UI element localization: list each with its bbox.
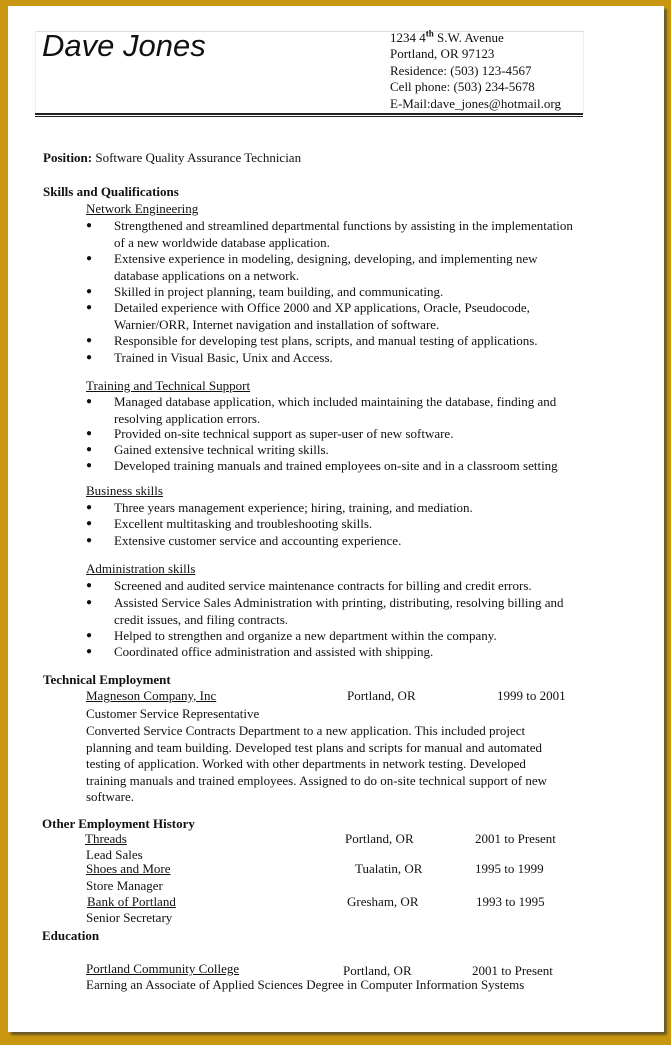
school-location: Portland, OR (343, 963, 412, 978)
address-line: 1234 4th S.W. Avenue (390, 28, 504, 45)
bullet-icon: ● (86, 580, 93, 591)
skill-item (86, 218, 578, 251)
job-company: Threads (85, 831, 127, 846)
skill-item-text: Provided on-site technical support as super-user of new software. (114, 426, 454, 441)
job-title: Customer Service Representative (86, 706, 260, 721)
header-divider (35, 113, 583, 117)
bullet-icon: ● (86, 518, 93, 529)
education-heading: Education (42, 928, 100, 943)
skill-item (86, 284, 578, 301)
job-location: Tualatin, OR (355, 861, 423, 876)
skill-item (86, 458, 646, 475)
skill-group-title: Network Engineering (86, 201, 199, 216)
job-location: Gresham, OR (347, 894, 419, 909)
skill-item (86, 644, 578, 661)
bullet-icon: ● (86, 335, 93, 346)
job-description: Converted Service Contracts Department to a new application. This included project planning and team building. Developed test plans and scripts for manual and automated testing of application. Worked with other departments in network testing. Developed training manuals and trained employees. Assigned to do on-site technical support of new software. (86, 723, 548, 805)
skill-item (86, 533, 578, 550)
skill-item (86, 333, 578, 350)
skill-item-text: Helped to strengthen and organize a new department within the company. (114, 628, 497, 643)
skill-item-text: Excellent multitasking and troubleshooting skills. (114, 516, 373, 531)
skill-item-text: Extensive customer service and accounting experience. (114, 533, 402, 548)
school-name: Portland Community College (86, 961, 240, 976)
skill-item-text: Responsible for developing test plans, scripts, and manual testing of applications. (114, 333, 538, 348)
skill-item-text: Managed database application, which included maintaining the database, finding and resolving application errors. (114, 394, 557, 426)
bullet-icon: ● (86, 646, 93, 657)
skill-item (86, 500, 578, 517)
skill-group-title: Administration skills (86, 561, 196, 576)
skill-item (86, 426, 578, 443)
skill-item (86, 394, 578, 427)
skill-item-text: Extensive experience in modeling, designing, developing, and implementing new database applications on a network. (114, 251, 538, 283)
skill-item-text: Skilled in project planning, team building, and communicating. (114, 284, 444, 299)
bullet-icon: ● (86, 302, 93, 313)
other-employment-heading: Other Employment History (42, 816, 195, 831)
job-company: Shoes and More (86, 861, 171, 876)
bullet-icon: ● (86, 220, 93, 231)
job-location: Portland, OR (345, 831, 414, 846)
skill-group-title: Business skills (86, 483, 163, 498)
skill-item-text: Detailed experience with Office 2000 and XP applications, Oracle, Pseudocode, Warnier/ORR, Internet navigation and installation of software. (114, 300, 530, 332)
bullet-icon: ● (86, 286, 93, 297)
job-title: Senior Secretary (86, 910, 173, 925)
skill-item (86, 300, 578, 333)
bullet-icon: ● (86, 253, 93, 264)
skill-item-text: Screened and audited service maintenance contracts for billing and credit errors. (114, 578, 532, 593)
technical-employment-heading: Technical Employment (43, 672, 171, 687)
bullet-icon: ● (86, 428, 93, 439)
skill-item (86, 578, 578, 595)
resume-page (8, 6, 664, 1032)
bullet-icon: ● (86, 352, 93, 363)
skill-item-text: Coordinated office administration and assisted with shipping. (114, 644, 434, 659)
skill-item-text: Gained extensive technical writing skills. (114, 442, 329, 457)
bullet-icon: ● (86, 444, 93, 455)
company-dates: 1999 to 2001 (497, 688, 566, 703)
skill-item-text: Trained in Visual Basic, Unix and Access. (114, 350, 333, 365)
bullet-icon: ● (86, 597, 93, 608)
job-dates: 1995 to 1999 (475, 861, 544, 876)
company-name: Magneson Company, Inc (86, 688, 217, 703)
company-location: Portland, OR (347, 688, 416, 703)
skills-heading: Skills and Qualifications (43, 184, 179, 199)
skill-item (86, 516, 578, 533)
skill-item (86, 595, 578, 628)
skill-item (86, 628, 578, 645)
skill-group-title: Training and Technical Support (86, 378, 251, 393)
job-dates: 2001 to Present (475, 831, 556, 846)
applicant-name: Dave Jones (42, 28, 206, 63)
school-dates: 2001 to Present (472, 963, 553, 978)
cell-phone: Cell phone: (503) 234-5678 (390, 79, 535, 94)
job-company: Bank of Portland (87, 894, 176, 909)
position-line: Position: Software Quality Assurance Technician (43, 150, 302, 165)
bullet-icon: ● (86, 460, 93, 471)
skill-item-text: Three years management experience; hiring, training, and mediation. (114, 500, 473, 515)
skill-item-text: Assisted Service Sales Administration with printing, distributing, resolving billing and credit issues, and filing contracts. (114, 595, 564, 627)
bullet-icon: ● (86, 535, 93, 546)
skill-item-text: Strengthened and streamlined departmental functions by assisting in the implementation of a new worldwide database application. (114, 218, 573, 250)
city-line: Portland, OR 97123 (390, 46, 495, 61)
job-title: Store Manager (86, 878, 163, 893)
email[interactable]: E-Mail:dave_jones@hotmail.org (390, 96, 561, 111)
degree: Earning an Associate of Applied Sciences Degree in Computer Information Systems (86, 977, 525, 992)
skill-item (86, 251, 578, 284)
job-title: Lead Sales (86, 847, 143, 862)
job-dates: 1993 to 1995 (476, 894, 545, 909)
skill-item-text: Developed training manuals and trained employees on-site and in a classroom setting (114, 458, 558, 473)
bullet-icon: ● (86, 630, 93, 641)
residence-phone: Residence: (503) 123-4567 (390, 63, 532, 78)
skill-item (86, 350, 578, 367)
skill-item (86, 442, 578, 459)
bullet-icon: ● (86, 396, 93, 407)
bullet-icon: ● (86, 502, 93, 513)
